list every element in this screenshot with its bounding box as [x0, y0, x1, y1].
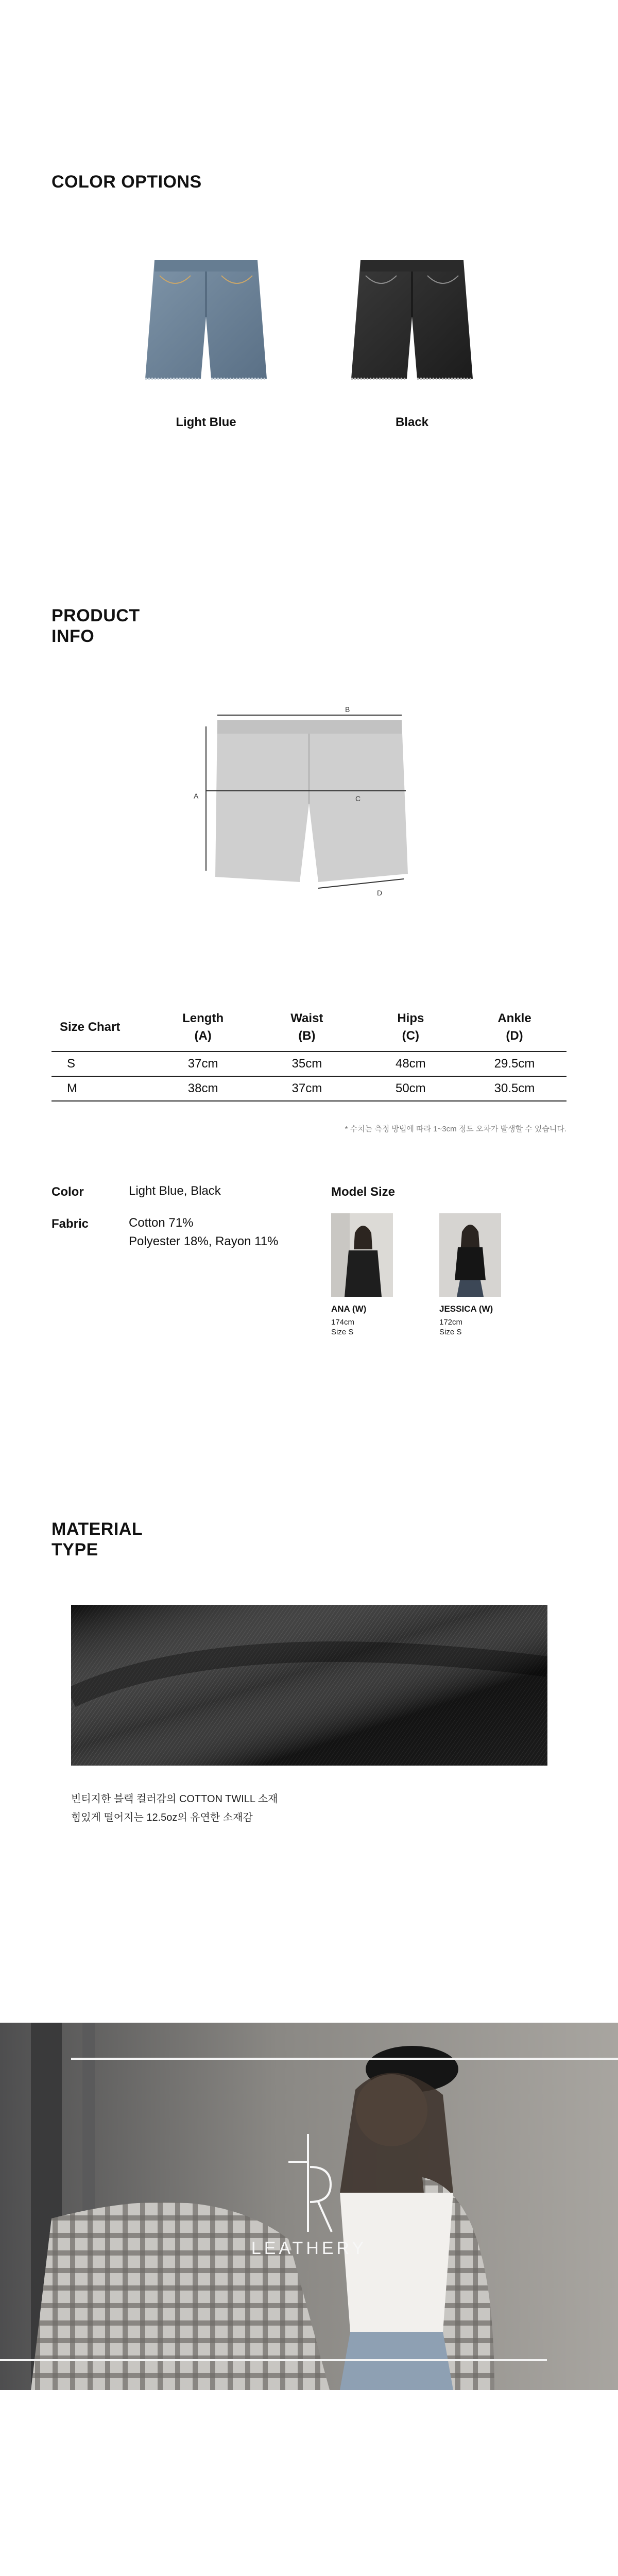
- size-chart: [52, 1005, 566, 1101]
- size-cell: M: [52, 1076, 151, 1101]
- material-type-title: [52, 1519, 143, 1560]
- size-chart-header-ankle: Ankle (D): [462, 1005, 566, 1052]
- diagram-label-d: D: [377, 889, 383, 896]
- model-card-jessica: [439, 1213, 506, 1337]
- black-shorts-image: [335, 255, 489, 389]
- size-chart-header-waist: Waist (B): [255, 1005, 359, 1052]
- hips-cell: 50cm: [359, 1076, 462, 1101]
- size-chart-header-hips: Hips (C): [359, 1005, 462, 1052]
- length-cell: 38cm: [151, 1076, 255, 1101]
- product-info-title: [52, 605, 140, 647]
- material-title-line2: TYPE: [52, 1540, 98, 1560]
- length-cell: 37cm: [151, 1052, 255, 1076]
- model-height-jessica: 172cm: [439, 1318, 463, 1327]
- material-description: [71, 1790, 278, 1827]
- diagram-label-b: B: [345, 705, 350, 714]
- model-size-jessica: Size S: [439, 1328, 462, 1336]
- size-chart-note: * 수치는 측정 방법에 따라 1~3cm 정도 오차가 발생할 수 있습니다.: [345, 1125, 566, 1133]
- fabric-swatch-image: [71, 1605, 547, 1766]
- diagram-label-c: C: [355, 794, 361, 803]
- fabric-line-2: Polyester 18%, Rayon 11%: [129, 1234, 279, 1248]
- color-label: Color: [52, 1185, 84, 1199]
- table-row: [52, 1052, 566, 1076]
- ankle-cell: 29.5cm: [462, 1052, 566, 1076]
- hips-cell: 48cm: [359, 1052, 462, 1076]
- swatch-black[interactable]: [335, 255, 489, 389]
- model-size-ana: Size S: [331, 1328, 354, 1336]
- product-info-title-line1: PRODUCT: [52, 606, 140, 625]
- brand-monogram-icon: [278, 2131, 340, 2234]
- swatch-light-blue[interactable]: [129, 255, 283, 389]
- model-photo-ana: [331, 1213, 393, 1297]
- swatch-label-light-blue: Light Blue: [176, 415, 236, 429]
- size-cell: S: [52, 1052, 151, 1076]
- brand-hero-image: [0, 2023, 618, 2390]
- fabric-line-1: Cotton 71%: [129, 1216, 194, 1230]
- measurement-diagram: [185, 701, 433, 896]
- size-chart-header-length: Length (A): [151, 1005, 255, 1052]
- light-blue-shorts-image: [129, 255, 283, 389]
- ankle-cell: 30.5cm: [462, 1076, 566, 1101]
- model-size-label: Model Size: [331, 1185, 396, 1199]
- brand-logo: [247, 2131, 371, 2259]
- model-photo-jessica: [439, 1213, 501, 1297]
- swatch-label-black: Black: [395, 415, 429, 429]
- waist-cell: 37cm: [255, 1076, 359, 1101]
- diagram-label-a: A: [194, 792, 199, 800]
- table-row: [52, 1076, 566, 1101]
- color-options-title: COLOR OPTIONS: [52, 172, 202, 192]
- size-chart-header-row: [52, 1005, 566, 1052]
- fabric-value: [129, 1214, 278, 1251]
- color-value: Light Blue, Black: [129, 1184, 221, 1198]
- material-desc-line2: 힘있게 떨어지는 12.5oz의 유연한 소재감: [71, 1812, 253, 1823]
- model-height-ana: 174cm: [331, 1318, 355, 1327]
- fabric-label: Fabric: [52, 1217, 89, 1231]
- product-info-title-line2: INFO: [52, 626, 95, 646]
- material-desc-line1: 빈티지한 블랙 컬러감의 COTTON TWILL 소재: [71, 1793, 278, 1805]
- waist-cell: 35cm: [255, 1052, 359, 1076]
- material-title-line1: MATERIAL: [52, 1519, 143, 1539]
- brand-wordmark: LEATHERY: [251, 2239, 367, 2258]
- model-name-jessica: JESSICA (W): [439, 1304, 493, 1314]
- model-card-ana: [331, 1213, 398, 1337]
- model-name-ana: ANA (W): [331, 1304, 367, 1314]
- size-chart-header-size: Size Chart: [52, 1005, 151, 1052]
